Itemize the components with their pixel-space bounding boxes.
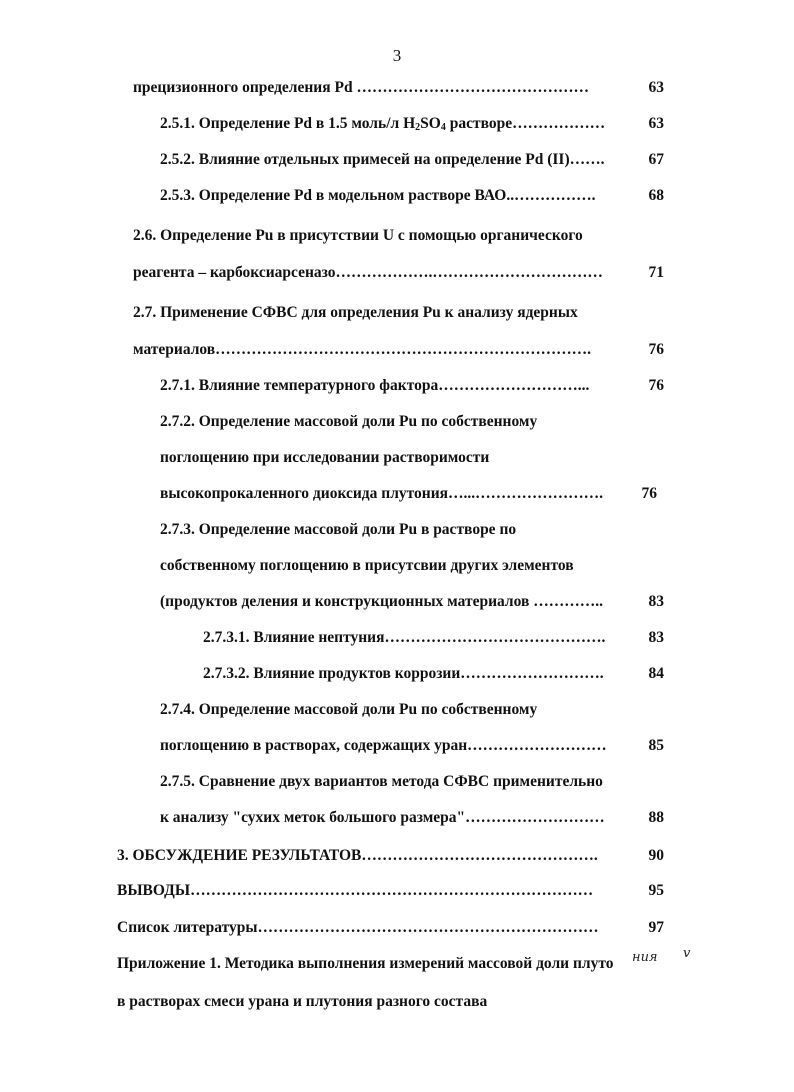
toc-entry: 3. ОБСУЖДЕНИЕ РЕЗУЛЬТАТОВ………………………………………. <box>117 847 598 864</box>
toc-entry: 2.7.3. Определение массовой доли Pu в растворе по <box>160 521 517 538</box>
toc-entry: 2.5.3. Определение Pd в модельном растворе ВАО..……………. <box>160 187 596 204</box>
toc-entry: 2.6. Определение Pu в присутствии U с помощью органического <box>133 227 583 244</box>
handwritten-suffix: ния <box>632 950 658 965</box>
toc-entry: 2.7.3.1. Влияние нептуния……………………………………. <box>203 629 606 646</box>
toc-page-number: 83 <box>648 593 664 610</box>
toc-entry: реагента – карбоксиарсеназо……………….…………………………… <box>133 264 603 281</box>
toc-entry: материалов………………………………………………………………. <box>133 341 592 358</box>
toc-entry: высокопрокаленного диоксида плутония…...……………………. <box>160 485 604 502</box>
toc-page-number: 76 <box>648 341 664 358</box>
toc-page-number: 76 <box>648 377 664 394</box>
toc-page-number: 90 <box>648 847 664 864</box>
toc-page-number: 76 <box>641 485 657 502</box>
toc-page-number: 84 <box>648 665 664 682</box>
toc-entry: 2.7.3.2. Влияние продуктов коррозии………………………. <box>203 665 604 682</box>
subscript: 2 <box>415 122 421 133</box>
toc-page-number: 63 <box>648 115 664 132</box>
toc-page-number: 83 <box>648 629 664 646</box>
toc-entry: (продуктов деления и конструкционных материалов ………….. <box>160 593 603 610</box>
handwritten-checkmark: v <box>683 946 691 961</box>
toc-entry-text: SO <box>420 115 441 132</box>
toc-page-number: 95 <box>648 882 664 899</box>
toc-entry: 2.7.4. Определение массовой доли Pu по собственному <box>160 701 538 718</box>
toc-entry-text: растворе……………… <box>445 115 606 132</box>
toc-entry: к анализу "сухих меток большого размера"……………………… <box>160 809 605 826</box>
toc-entry <box>160 114 605 138</box>
toc-entry: 2.7.2. Определение массовой доли Pu по собственному <box>160 413 538 430</box>
toc-page-number: 88 <box>648 809 664 826</box>
toc-entry: прецизионного определения Pd ……………………………………… <box>133 79 589 96</box>
toc-entry: 2.5.2. Влияние отдельных примесей на определение Pd (II)……. <box>160 151 605 168</box>
toc-page-number: 85 <box>648 737 664 754</box>
subscript: 4 <box>440 122 446 133</box>
toc-entry: поглощению при исследовании растворимости <box>160 449 490 466</box>
toc-page-number: 68 <box>648 187 664 204</box>
toc-entry-text: 2.5.1. Определение Pd в 1.5 моль/л H <box>160 115 416 132</box>
toc-entry: Список литературы………………………………………………………… <box>117 919 599 936</box>
toc-entry: 2.7.5. Сравнение двух вариантов метода СФВС применительно <box>160 773 603 790</box>
toc-page-number: 63 <box>648 79 664 96</box>
toc-entry: поглощению в растворах, содержащих уран……………………… <box>160 737 607 754</box>
toc-page-number: 67 <box>648 151 664 168</box>
toc-entry: 2.7.1. Влияние температурного фактора………………………... <box>160 377 590 394</box>
toc-entry: собственному поглощению в присутсвии других элементов <box>160 557 574 574</box>
toc-entry: ВЫВОДЫ…………………………………………………………………… <box>117 882 594 899</box>
toc-page-number: 97 <box>648 919 664 936</box>
toc-page-number: 71 <box>648 264 664 281</box>
page-number: 3 <box>392 46 402 65</box>
toc-entry: в растворах смеси урана и плутония разного состава <box>117 993 488 1010</box>
toc-entry: Приложение 1. Методика выполнения измерений массовой доли плуто <box>117 955 614 972</box>
toc-entry: 2.7. Применение СФВС для определения Pu к анализу ядерных <box>133 304 578 321</box>
